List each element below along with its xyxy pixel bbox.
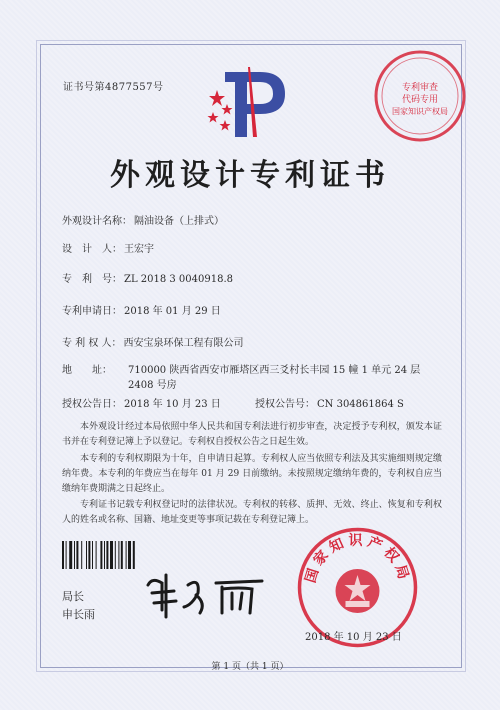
address-label: 地 址：	[62, 365, 112, 376]
paragraph-2: 本专利的专利权期限为十年，自申请日起算。专利权人应当依照专利法及其实施细则规定缴纳年费。本专利的年费应当在每年 01 月 29 日前缴纳。未按照规定缴纳年费的，专利权自应当缴纳年费期满之日起终止。	[62, 454, 442, 494]
director-title: 局长	[62, 590, 84, 603]
director-name: 申长雨	[62, 608, 95, 621]
grant-date-value: 2018 年 10 月 23 日	[124, 399, 221, 410]
page-number: 第 1 页（共 1 页）	[211, 662, 289, 672]
design-name-label: 外观设计名称：	[62, 216, 132, 227]
designer-field	[62, 240, 154, 255]
patentee-field	[62, 334, 244, 349]
designer-value: 王宏宇	[124, 244, 154, 255]
address-value: 710000 陕西省西安市雁塔区西三爻村长丰园 15 幢 1 单元 24 层 2408 号房	[128, 365, 421, 391]
svg-text:国家知识产权局: 国家知识产权局	[302, 533, 413, 585]
filing-date-field	[62, 302, 221, 317]
grant-date-label: 授权公告日：	[62, 399, 122, 410]
grant-number-field	[255, 395, 404, 410]
patent-number-value: ZL 2018 3 0040918.8	[124, 274, 234, 285]
director-signature-icon	[140, 565, 270, 620]
grant-number-value: CN 304861864 S	[317, 399, 404, 410]
patentee-value: 西安宝泉环保工程有限公司	[123, 338, 244, 349]
review-seal-icon	[370, 46, 470, 146]
patent-number-label: 专 利 号：	[62, 274, 122, 285]
filing-date-label: 专利申请日：	[62, 306, 122, 317]
seal-date: 2018 年 10 月 23 日	[305, 632, 402, 643]
designer-label: 设 计 人：	[62, 244, 122, 255]
filing-date-value: 2018 年 01 月 29 日	[124, 306, 221, 317]
svg-text:代码专用: 代码专用	[401, 95, 439, 105]
svg-text:国家知识产权局: 国家知识产权局	[392, 107, 448, 116]
paragraph-1: 本外观设计经过本局依照中华人民共和国专利法进行初步审查，决定授予专利权，颁发本证书并在专利登记簿上予以登记。专利权自授权公告之日起生效。	[62, 422, 442, 447]
certificate-number: 证书号第4877557号	[63, 82, 164, 93]
patent-number-field	[62, 270, 233, 285]
paragraph-3: 专利证书记载专利权登记时的法律状况。专利权的转移、质押、无效、终止、恢复和专利权人的姓名或名称、国籍、地址变更等事项记载在专利登记簿上。	[62, 500, 442, 525]
grant-number-label: 授权公告号：	[255, 399, 315, 410]
grant-date-field	[62, 395, 221, 410]
design-name-value: 隔油设备（上排式）	[134, 216, 224, 227]
page-title: 外观设计专利证书	[110, 158, 390, 193]
svg-text:专利审查: 专利审查	[401, 83, 439, 93]
patentee-label: 专 利 权 人：	[62, 338, 122, 349]
design-name-field	[62, 212, 224, 227]
cnipa-logo-icon	[205, 52, 300, 142]
